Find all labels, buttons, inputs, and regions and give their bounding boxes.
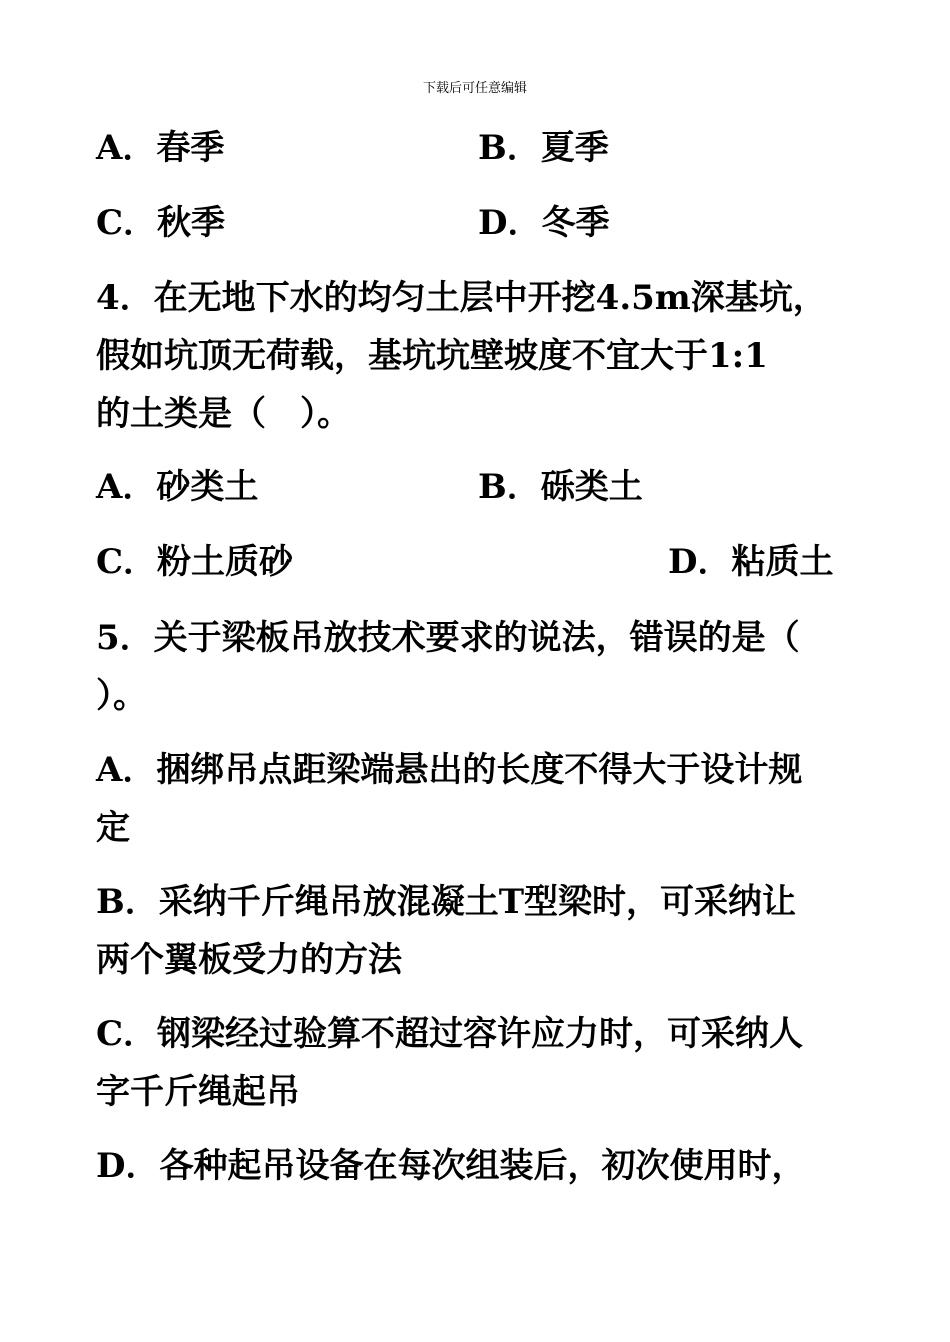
q5-stem-line2: ）。 <box>96 676 147 716</box>
page-header: 下载后可任意编辑 <box>422 81 527 96</box>
q4-option-c: C．粉土质砂 <box>96 542 294 582</box>
q3-option-d: D．冬季 <box>478 203 610 243</box>
q5-option-c-line2: 字千斤绳起吊 <box>96 1072 300 1112</box>
q3-option-b: B．夏季 <box>478 128 609 168</box>
q3-option-c: C．秋季 <box>96 203 226 243</box>
q4-option-a: A．砂类土 <box>96 467 259 507</box>
q5-option-a-line1: A．捆绑吊点距梁端悬出的长度不得大于设计规 <box>96 750 803 790</box>
q4-stem-line1: 4．在无地下水的均匀土层中开挖4.5m深基坑， <box>96 278 827 318</box>
q5-option-b-line1: B．采纳千斤绳吊放混凝土T型梁时，可采纳让 <box>96 882 797 922</box>
q4-stem-line2: 假如坑顶无荷载，基坑坑壁坡度不宜大于1:1 <box>96 336 768 376</box>
q4-option-d: D．粘质土 <box>668 542 834 582</box>
q4-stem-line3: 的土类是（ ）。 <box>96 394 351 434</box>
q5-option-a-line2: 定 <box>96 808 130 848</box>
q5-stem-line1: 5．关于梁板吊放技术要求的说法，错误的是（ <box>96 618 800 658</box>
q5-option-c-line1: C．钢梁经过验算不超过容许应力时，可采纳人 <box>96 1014 804 1054</box>
q5-option-d-line1: D．各种起吊设备在每次组装后，初次使用时， <box>96 1146 806 1186</box>
q5-option-b-line2: 两个翼板受力的方法 <box>96 940 402 980</box>
q4-option-b: B．砾类土 <box>478 467 643 507</box>
q3-option-a: A．春季 <box>96 128 225 168</box>
